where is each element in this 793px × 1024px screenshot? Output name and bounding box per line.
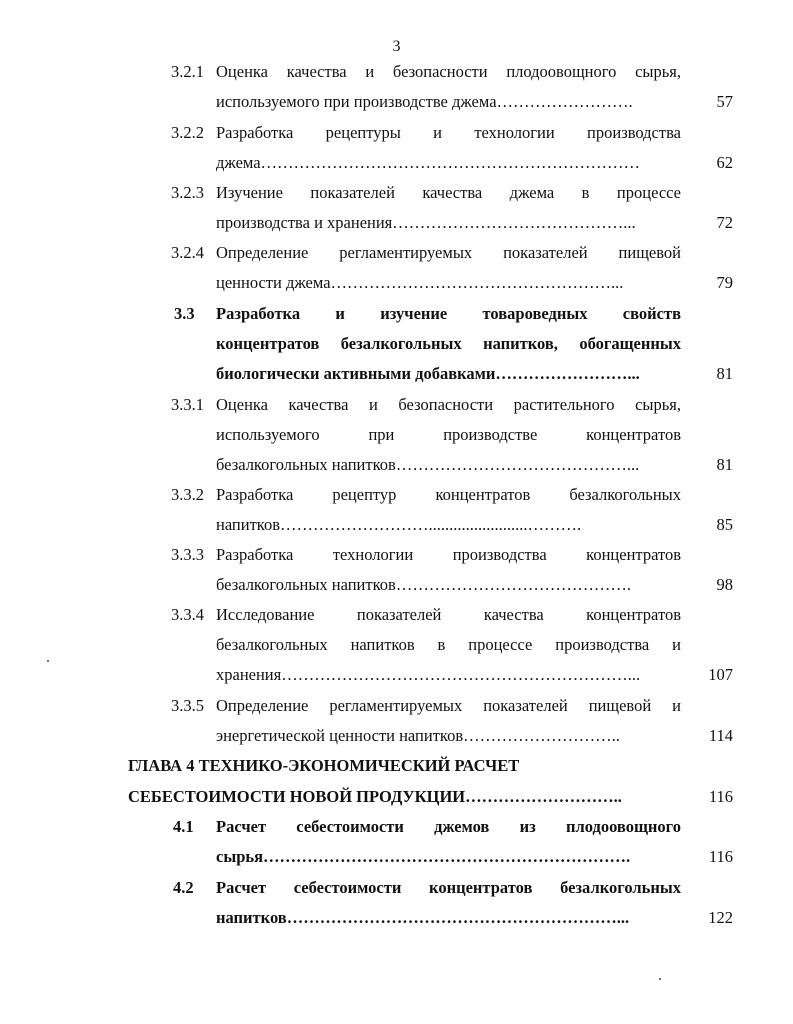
toc-entry-page: 107 [708,665,733,684]
toc-entry-page: 72 [716,213,733,232]
toc-entry-number: 3.2.3 [171,183,204,202]
toc-entry-page: 81 [716,364,733,383]
toc-entry-text: концентратов безалкогольных напитков, обогащенных [216,334,681,353]
toc-entry-text: безалкогольных напитков……………………………………. [216,575,631,594]
toc-entry-number: 4.2 [173,878,194,897]
toc-entry-number: 3.2.4 [171,243,204,262]
chapter-heading: ГЛАВА 4 ТЕХНИКО-ЭКОНОМИЧЕСКИЙ РАСЧЕТ [128,756,520,775]
toc-entry-text: джема…………………………………………………………… [216,153,641,172]
toc-entry-text: Определение регламентируемых показателей пищевой и [216,696,681,715]
toc-entry-text: сырья…………………………………………………………. [216,847,631,866]
toc-entry-text: ценности джема……………………………………………... [216,273,624,292]
toc-entry-page: 122 [708,908,733,927]
toc-entry-text: Определение регламентируемых показателей пищевой [216,243,681,262]
toc-entry-page: 98 [716,575,733,594]
toc-entry-number: 3.3.4 [171,605,204,624]
toc-entry-text: Оценка качества и безопасности плодоовощного сырья, [216,62,681,81]
toc-entry-number: 3.3.5 [171,696,204,715]
toc-entry-page: 116 [708,847,733,866]
toc-entry-text: Разработка и изучение товароведных свойств [216,304,681,323]
toc-entry-number: 3.3.3 [171,545,204,564]
toc-entry-page: 85 [716,515,733,534]
toc-entry-number: 3.3.1 [171,395,204,414]
toc-entry-text: используемого при производстве джема……………………. [216,92,633,111]
chapter-page: 116 [708,787,733,806]
toc-entry-text: безалкогольных напитков……………………………………... [216,455,640,474]
toc-entry-number: 3.3.2 [171,485,204,504]
toc-entry-page: 62 [716,153,733,172]
page-number: 3 [392,38,401,55]
toc-entry-text: энергетической ценности напитков……………………….. [216,726,620,745]
toc-entry-text: биологически активными добавками……………………... [216,364,640,383]
toc-entry-text: напитков……………………………………………………... [216,908,630,927]
toc-entry-text: производства и хранения……………………………………... [216,213,636,232]
toc-entry-text: Исследование показателей качества концентратов [216,605,681,624]
toc-entry-text: безалкогольных напитков в процессе производства и [216,635,681,654]
toc-entry-number: 4.1 [173,817,194,836]
toc-entry-text: напитков………………………........................………. [216,515,582,534]
toc-entry-number: 3.2.2 [171,123,204,142]
toc-entry-text: Разработка рецептур концентратов безалкогольных [216,485,681,504]
scan-speck [659,978,661,980]
toc-entry-text: используемого при производстве концентратов [216,425,681,444]
toc-entry-text: Оценка качества и безопасности растительного сырья, [216,395,681,414]
toc-entry-page: 114 [708,726,733,745]
toc-entry-page: 57 [716,92,733,111]
toc-entry-text: Разработка технологии производства концентратов [216,545,681,564]
toc-entry-text: хранения………………………………………………………... [216,665,641,684]
toc-entry-text: Изучение показателей качества джема в процессе [216,183,681,202]
toc-entry-page: 79 [716,273,733,292]
toc-entry-number: 3.3 [174,304,195,323]
toc-entry-text: Расчет себестоимости концентратов безалкогольных [216,878,681,897]
scan-speck [47,660,49,662]
chapter-heading: СЕБЕСТОИМОСТИ НОВОЙ ПРОДУКЦИИ……………………….. [128,787,622,806]
toc-entry-page: 81 [716,455,733,474]
toc-entry-number: 3.2.1 [171,62,204,81]
toc-entry-text: Разработка рецептуры и технологии производства [216,123,681,142]
toc-entry-text: Расчет себестоимости джемов из плодоовощного [216,817,681,836]
